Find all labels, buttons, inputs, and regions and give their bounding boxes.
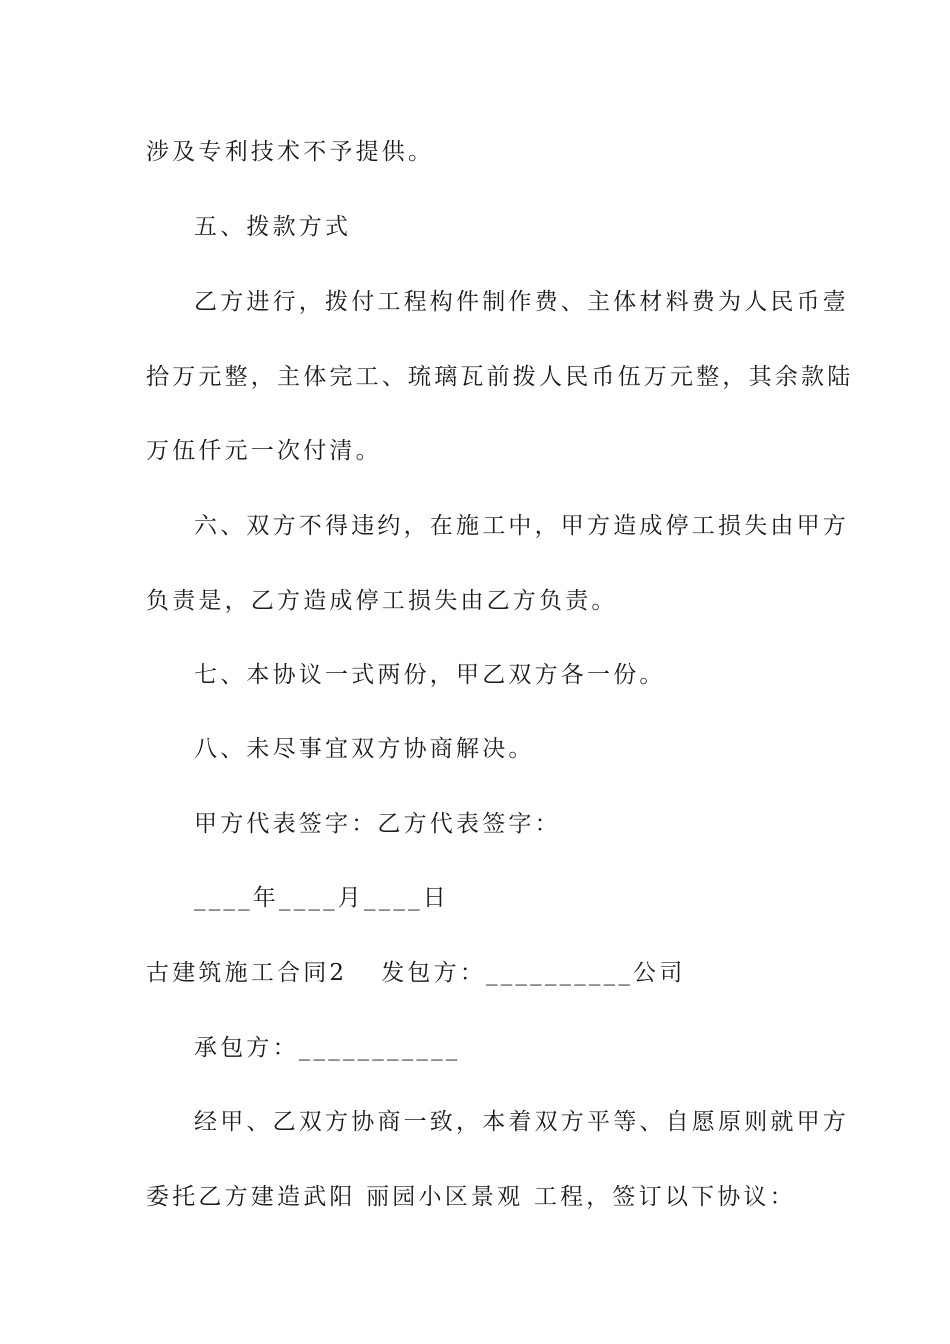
paragraph-line: 八、未尽事宜双方协商解决。 [194, 736, 535, 762]
contract-title: 古建筑施工合同2 [146, 960, 348, 986]
paragraph-line: 七、本协议一式两份，甲乙双方各一份。 [194, 662, 666, 688]
paragraph-line: 拾万元整，主体完工、琉璃瓦前拨人民币伍万元整，其余款陆 [146, 364, 854, 390]
paragraph-line: 委托乙方建造武阳 丽园小区景观 工程，签订以下协议： [146, 1184, 796, 1210]
contractor-line: 承包方：___________ [194, 1035, 461, 1061]
date-line: ____年____月____日 [194, 885, 449, 911]
employer-line: 发包方：__________公司 [381, 960, 686, 986]
signature-line: 甲方代表签字：乙方代表签字： [194, 811, 561, 837]
paragraph-line: 经甲、乙双方协商一致，本着双方平等、自愿原则就甲方 [194, 1109, 849, 1135]
paragraph-line: 乙方进行，拨付工程构件制作费、主体材料费为人民币壹 [194, 289, 849, 315]
paragraph-line: 涉及专利技术不予提供。 [146, 139, 435, 165]
paragraph-line: 六、双方不得违约，在施工中，甲方造成停工损失由甲方 [194, 513, 849, 539]
paragraph-line: 负责是，乙方造成停工损失由乙方负责。 [146, 588, 618, 614]
section-heading: 五、拨款方式 [194, 214, 352, 240]
contract-heading-row [146, 958, 806, 988]
paragraph-line: 万伍仟元一次付清。 [146, 438, 382, 464]
